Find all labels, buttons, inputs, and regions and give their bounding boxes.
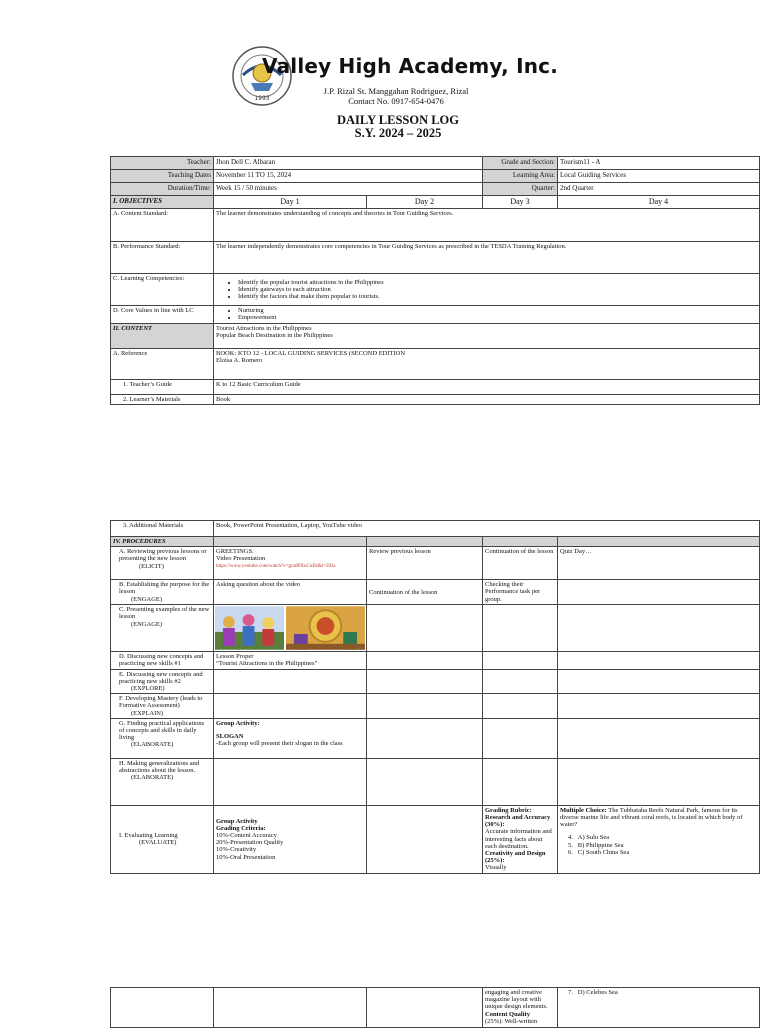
procedure-f-day3 — [483, 694, 558, 719]
procedure-f-tag: (EXPLAIN) — [131, 709, 164, 717]
criteria-item: 10%-Content Accuracy — [216, 832, 277, 840]
reference-line: Eloisa A. Romero — [216, 357, 263, 365]
procedure-g-text: G. Finding practical applications of concepts and skills in daily living — [119, 719, 205, 742]
procedures-heading: IV. PROCEDURES — [111, 537, 214, 547]
content-heading: II. CONTENT — [111, 324, 214, 349]
procedure-d-day2 — [367, 652, 483, 669]
festival-photo-2 — [286, 606, 365, 650]
procedure-b-day4 — [558, 580, 760, 605]
lesson-log-table-page3 — [110, 987, 760, 1028]
doc-title: DAILY LESSON LOG — [336, 113, 460, 127]
procedure-f-day2 — [367, 694, 483, 719]
competency-item: • Identify the popular tourist attractions in the Philippines — [238, 279, 757, 286]
rubric-creativity-text: Visually — [485, 864, 507, 872]
procedure-f-text: F. Developing Mastery (leads to Formative Assessment) — [119, 695, 203, 710]
procedure-i-cont-day2 — [367, 988, 483, 1028]
procedure-row-i-continued — [111, 988, 760, 1028]
quiz-choice: 7. D) Celebes Sea — [568, 989, 618, 996]
core-values-label: D. Core Values in line with LC — [111, 306, 214, 324]
procedure-i-cont-day3 — [483, 988, 558, 1028]
additional-materials-label: 3. Additional Materials — [111, 521, 214, 537]
procedure-g-day1 — [214, 718, 367, 758]
additional-materials-value: Book, PowerPoint Presentation, Laptop, YouTube video — [214, 521, 760, 537]
school-address-block — [0, 86, 768, 106]
learning-competencies-label: C. Learning Competencies: — [111, 274, 214, 306]
procedure-i-day2 — [367, 805, 483, 873]
teachers-guide-label: 1. Teacher’s Guide — [111, 380, 214, 395]
procedure-i-cont-label — [111, 988, 214, 1028]
procedure-row-c — [111, 605, 760, 652]
quarter-value: 2nd Quarter — [558, 183, 760, 196]
rubric-research-text: Accurate information and interesting facts about each destination. — [485, 828, 552, 850]
lesson-topic-text: “Tourist Attractions in the Philippines” — [216, 660, 318, 668]
quiz-question: The Tubbataha Reefs Natural Park, famous for its diverse marine life and vibrant coral reefs, is located in which body of water? — [560, 806, 743, 829]
teachers-guide-row — [111, 380, 760, 395]
procedure-c-day1 — [214, 605, 367, 652]
grading-criteria-label: Grading Criteria: — [216, 824, 266, 832]
rubric-research-label: Research and Accuracy (30%): — [485, 814, 551, 829]
dates-label: Teaching Dates — [111, 170, 214, 183]
quiz-choice: 6. C) South China Sea — [568, 848, 630, 856]
greetings-text: GREETINGS. — [216, 548, 254, 556]
lesson-log-table-page2 — [110, 520, 760, 874]
criteria-item: 20%-Presentation Quality — [216, 839, 284, 847]
reference-line: BOOK: KTO 12 - LOCAL GUIDING SERVICES (SECOND EDITION — [216, 350, 406, 357]
procedure-e-label — [111, 669, 214, 694]
procedure-h-label — [111, 758, 214, 805]
quiz-choice-text: D) Celebes Sea — [577, 989, 618, 996]
teacher-value: Jhon Dell C. Albaran — [214, 157, 483, 170]
procedure-g-day2 — [367, 718, 483, 758]
slogan-instruction: -Each group will present their slogan in the class — [216, 740, 343, 748]
procedure-h-tag: (ELABORATE) — [131, 774, 174, 782]
school-contact: Contact No. 0917-654-0476 — [348, 96, 444, 106]
procedure-a-day1 — [214, 547, 367, 580]
rubric-content-text: (25%): Well-written — [485, 1017, 538, 1025]
svg-text:1993: 1993 — [254, 95, 270, 102]
learners-materials-value: Book — [214, 395, 760, 405]
procedures-heading-row — [111, 537, 760, 547]
procedure-d-day1 — [214, 652, 367, 669]
content-line: Tourist Attractions in the Philippines — [216, 325, 312, 332]
performance-standard-label: B. Performance Standard: — [111, 242, 214, 274]
school-name: Valley High Academy, Inc. — [262, 54, 558, 78]
festival-photo-1 — [215, 606, 284, 650]
rubric-creativity-continued: engaging and creative magazine layout with unique design elements. — [485, 989, 548, 1011]
procedure-c-day3 — [483, 605, 558, 652]
area-value: Local Guiding Services — [558, 170, 760, 183]
grade-value: Tourism11 - A — [558, 157, 760, 170]
criteria-item: 10%-Oral Presentation — [216, 853, 276, 861]
procedure-c-text: C. Presenting examples of the new lesson — [119, 606, 210, 621]
dates-value: November 11 TO 15, 2024 — [214, 170, 483, 183]
learning-competencies-row — [111, 274, 760, 306]
procedure-i-text: I. Evaluating Learning — [119, 832, 178, 840]
day-3-header: Day 3 — [483, 196, 558, 209]
info-row-teacher — [111, 157, 760, 170]
additional-materials-row — [111, 521, 760, 537]
school-year: S.Y. 2024 – 2025 — [354, 126, 442, 140]
quiz-choice: 4. A) Sulu Sea — [568, 834, 610, 842]
procedure-d-label: D. Discussing new concepts and practicing new skills #1 — [111, 652, 214, 669]
performance-standard-value: The learner independently demonstrates core competencies in Tour Guiding Services as prescribed in the TESDA Training Regulation. — [214, 242, 760, 274]
procedure-h-day1 — [214, 758, 367, 805]
group-activity-label: Group Activity — [216, 817, 258, 825]
procedure-i-tag: (EVALUATE) — [139, 839, 177, 847]
info-row-duration — [111, 183, 760, 196]
procedure-c-tag: (ENGAGE) — [131, 620, 163, 628]
learning-competencies-value — [214, 274, 760, 306]
procedure-row-i — [111, 805, 760, 873]
content-standard-row — [111, 209, 760, 242]
procedure-g-tag: (ELABORATE) — [131, 741, 174, 749]
quiz-choice-text: B) Philippine Sea — [577, 841, 624, 849]
competency-item: • Identify the factors that make them popular to tourists. — [238, 293, 757, 300]
procedure-g-label — [111, 718, 214, 758]
lesson-proper-text: Lesson Proper — [216, 653, 254, 661]
rubric-content-label: Content Quality — [485, 1010, 530, 1018]
procedure-row-e — [111, 669, 760, 694]
document-title-block — [0, 114, 768, 140]
duration-value: Week 15 / 50 minutes — [214, 183, 483, 196]
procedure-g-day3 — [483, 718, 558, 758]
quiz-choice-text: C) South China Sea — [577, 848, 630, 856]
objectives-heading: I. OBJECTIVES — [111, 196, 214, 209]
procedure-h-day4 — [558, 758, 760, 805]
procedure-b-tag: (ENGAGE) — [131, 595, 163, 603]
procedure-g-day4 — [558, 718, 760, 758]
procedure-row-b — [111, 580, 760, 605]
day-header-row — [111, 196, 760, 209]
day-2-header: Day 2 — [367, 196, 483, 209]
procedure-e-day2 — [367, 669, 483, 694]
content-standard-label: A. Content Standard: — [111, 209, 214, 242]
teacher-label: Teacher: — [111, 157, 214, 170]
learners-materials-row — [111, 395, 760, 405]
procedure-i-day3 — [483, 805, 558, 873]
procedure-b-day2: Continuation of the lesson — [367, 580, 483, 605]
reference-row — [111, 349, 760, 380]
procedure-e-day4 — [558, 669, 760, 694]
procedure-e-text: E. Discussing new concepts and practicing new skills #2 — [119, 670, 203, 685]
school-address: J.P. Rizal St. Manggahan Rodriguez, Rizal — [323, 86, 469, 96]
info-row-dates — [111, 170, 760, 183]
procedure-a-label — [111, 547, 214, 580]
procedure-d-day4 — [558, 652, 760, 669]
procedure-h-text: H. Making generalizations and abstractions about the lesson. — [119, 759, 200, 775]
procedure-i-label — [111, 805, 214, 873]
content-line: Popular Beach Destination in the Philippines — [216, 332, 333, 340]
group-activity-heading: Group Activity: — [216, 719, 260, 727]
day-4-header: Day 4 — [558, 196, 760, 209]
youtube-link[interactable]: https://www.youtube.com/watch?v=gca80XuCuEk&t=202s — [216, 563, 336, 569]
procedure-row-d — [111, 652, 760, 669]
rubric-creativity-label: Creativity and Design (25%): — [485, 850, 546, 865]
content-value — [214, 324, 760, 349]
procedure-a-day4: Quiz Day… — [558, 547, 760, 580]
grading-rubric-label: Grading Rubric: — [485, 806, 532, 814]
grade-label: Grade and Section: — [483, 157, 558, 170]
procedure-i-day1 — [214, 805, 367, 873]
procedure-c-day2 — [367, 605, 483, 652]
procedure-d-day3 — [483, 652, 558, 669]
core-values-row — [111, 306, 760, 324]
procedure-a-day2: Review previous lesson — [367, 547, 483, 580]
procedure-a-day3: Continuation of the lesson — [483, 547, 558, 580]
procedure-e-tag: (EXPLORE) — [131, 685, 165, 693]
procedure-b-day3: Checking their Performance task per group. — [483, 580, 558, 605]
criteria-item: 10%-Creativity — [216, 846, 257, 854]
procedure-h-day2 — [367, 758, 483, 805]
procedure-b-text: B. Establishing the purpose for the lesson — [119, 581, 210, 596]
procedure-i-cont-day4 — [558, 988, 760, 1028]
procedure-a-tag: (ELICIT) — [139, 562, 164, 570]
quiz-choice-text: A) Sulu Sea — [577, 834, 610, 842]
slogan-heading: SLOGAN — [216, 733, 244, 741]
quiz-choice: 5. B) Philippine Sea — [568, 841, 624, 849]
procedure-row-f — [111, 694, 760, 719]
procedure-c-day4 — [558, 605, 760, 652]
procedure-b-label — [111, 580, 214, 605]
day-1-header: Day 1 — [214, 196, 367, 209]
procedure-h-day3 — [483, 758, 558, 805]
area-label: Learning Area: — [483, 170, 558, 183]
example-images — [214, 605, 366, 651]
procedure-a-text: A. Reviewing previous lessons or presenting the new lesson — [119, 548, 207, 563]
procedure-e-day3 — [483, 669, 558, 694]
core-value-item: • Nurturing — [238, 307, 757, 314]
core-value-item: • Empowerment — [238, 314, 757, 321]
multiple-choice-label: Multiple Choice: — [560, 806, 607, 814]
quarter-label: Quarter: — [483, 183, 558, 196]
reference-label: A. Reference — [111, 349, 214, 380]
procedure-f-day4 — [558, 694, 760, 719]
content-standard-value: The learner demonstrates understanding of concepts and theories in Tour Guiding Services. — [214, 209, 760, 242]
procedure-i-day4 — [558, 805, 760, 873]
duration-label: Duration/Time: — [111, 183, 214, 196]
learners-materials-label: 2. Learner’s Materials — [111, 395, 214, 405]
teachers-guide-value: K to 12 Basic Curriculum Guide — [214, 380, 760, 395]
procedure-row-a — [111, 547, 760, 580]
procedure-i-cont-day1 — [214, 988, 367, 1028]
lesson-log-table-page1 — [110, 156, 760, 405]
content-row — [111, 324, 760, 349]
procedure-row-g — [111, 718, 760, 758]
performance-standard-row — [111, 242, 760, 274]
procedure-e-day1 — [214, 669, 367, 694]
reference-value — [214, 349, 760, 380]
video-presentation-text: Video Presentation — [216, 555, 266, 563]
procedure-f-day1 — [214, 694, 367, 719]
core-values-value — [214, 306, 760, 324]
procedure-f-label — [111, 694, 214, 719]
procedure-c-label — [111, 605, 214, 652]
procedure-row-h — [111, 758, 760, 805]
competency-item: • Identify gateways to each attraction — [238, 286, 757, 293]
procedure-b-day1: Asking question about the video — [214, 580, 367, 605]
